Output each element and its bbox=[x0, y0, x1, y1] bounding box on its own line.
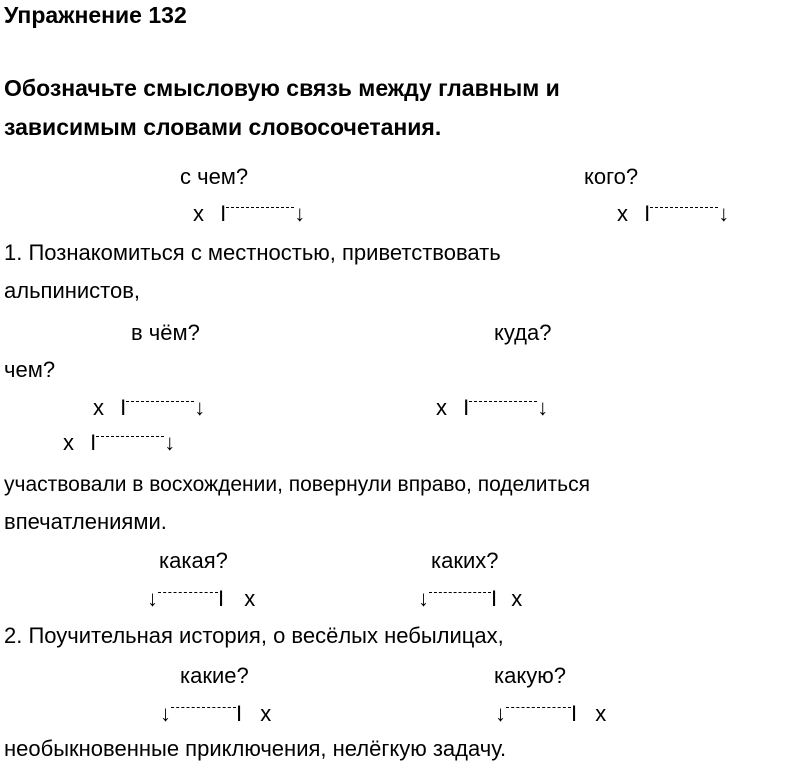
main-word-x: x bbox=[511, 586, 523, 611]
dashed-connector bbox=[171, 707, 236, 708]
question-kakie: какие? bbox=[180, 663, 249, 688]
arrow-down-icon: ↓ bbox=[294, 201, 306, 226]
arrow-down-icon: ↓ bbox=[718, 201, 730, 226]
question-kogo: кого? bbox=[584, 164, 639, 189]
main-word-x: x bbox=[595, 701, 607, 726]
link-mark-4 bbox=[436, 397, 548, 419]
question-kakaya: какая? bbox=[159, 548, 228, 573]
dashed-connector bbox=[158, 592, 218, 593]
arrow-down-icon: ↓ bbox=[537, 395, 549, 420]
section1-text-line-2: альпинистов, bbox=[4, 278, 141, 303]
dashed-connector bbox=[650, 207, 718, 208]
link-mark-9 bbox=[495, 703, 606, 725]
main-word-x: x bbox=[193, 201, 204, 226]
main-word-x: x bbox=[617, 201, 628, 226]
section2-text-line-1: 2. Поучительная история, о весёлых небылицах, bbox=[4, 623, 504, 648]
task-line-1: Обозначьте смысловую связь между главным и bbox=[4, 75, 560, 101]
dependent-bar: I bbox=[90, 430, 97, 455]
dashed-connector bbox=[506, 707, 571, 708]
dashed-connector bbox=[226, 207, 294, 208]
question-s-chem: с чем? bbox=[180, 164, 249, 189]
question-kuda: куда? bbox=[494, 320, 552, 345]
dependent-bar: I bbox=[120, 395, 127, 420]
dashed-connector bbox=[469, 401, 537, 402]
link-mark-5 bbox=[63, 432, 175, 454]
section1-text-line-1: 1. Познакомиться с местностью, приветствовать bbox=[4, 240, 501, 265]
dependent-bar: I bbox=[491, 586, 498, 611]
main-word-x: x bbox=[63, 430, 74, 455]
main-word-x: x bbox=[93, 395, 104, 420]
arrow-down-icon: ↓ bbox=[164, 430, 176, 455]
exercise-title: Упражнение 132 bbox=[4, 2, 187, 28]
main-word-x: x bbox=[260, 701, 272, 726]
link-mark-3 bbox=[93, 397, 205, 419]
dependent-bar: I bbox=[218, 586, 225, 611]
main-word-x: x bbox=[436, 395, 447, 420]
section1-text-line-4: впечатлениями. bbox=[4, 509, 167, 534]
link-mark-8 bbox=[160, 703, 271, 725]
link-mark-1 bbox=[193, 203, 305, 225]
link-mark-2 bbox=[617, 203, 729, 225]
arrow-down-icon: ↓ bbox=[160, 701, 171, 726]
dependent-bar: I bbox=[463, 395, 470, 420]
question-v-chyom: в чём? bbox=[131, 320, 200, 345]
dependent-bar: I bbox=[571, 701, 578, 726]
main-word-x: x bbox=[244, 586, 256, 611]
arrow-down-icon: ↓ bbox=[147, 586, 158, 611]
link-mark-7 bbox=[418, 588, 522, 610]
arrow-down-icon: ↓ bbox=[418, 586, 429, 611]
dependent-bar: I bbox=[220, 201, 227, 226]
dependent-bar: I bbox=[644, 201, 651, 226]
dashed-connector bbox=[126, 401, 194, 402]
section1-text-line-3: участвовали в восхождении, повернули вправо, поделиться bbox=[4, 473, 590, 496]
link-mark-6 bbox=[147, 588, 255, 610]
section2-text-line-2: необыкновенные приключения, нелёгкую задачу. bbox=[4, 736, 507, 761]
dependent-bar: I bbox=[236, 701, 243, 726]
question-chem: чем? bbox=[4, 357, 56, 382]
dashed-connector bbox=[96, 436, 164, 437]
arrow-down-icon: ↓ bbox=[495, 701, 506, 726]
dashed-connector bbox=[429, 592, 491, 593]
arrow-down-icon: ↓ bbox=[194, 395, 206, 420]
question-kakih: каких? bbox=[431, 548, 499, 573]
question-kakuyu: какую? bbox=[494, 663, 566, 688]
task-line-2: зависимым словами словосочетания. bbox=[4, 114, 442, 140]
